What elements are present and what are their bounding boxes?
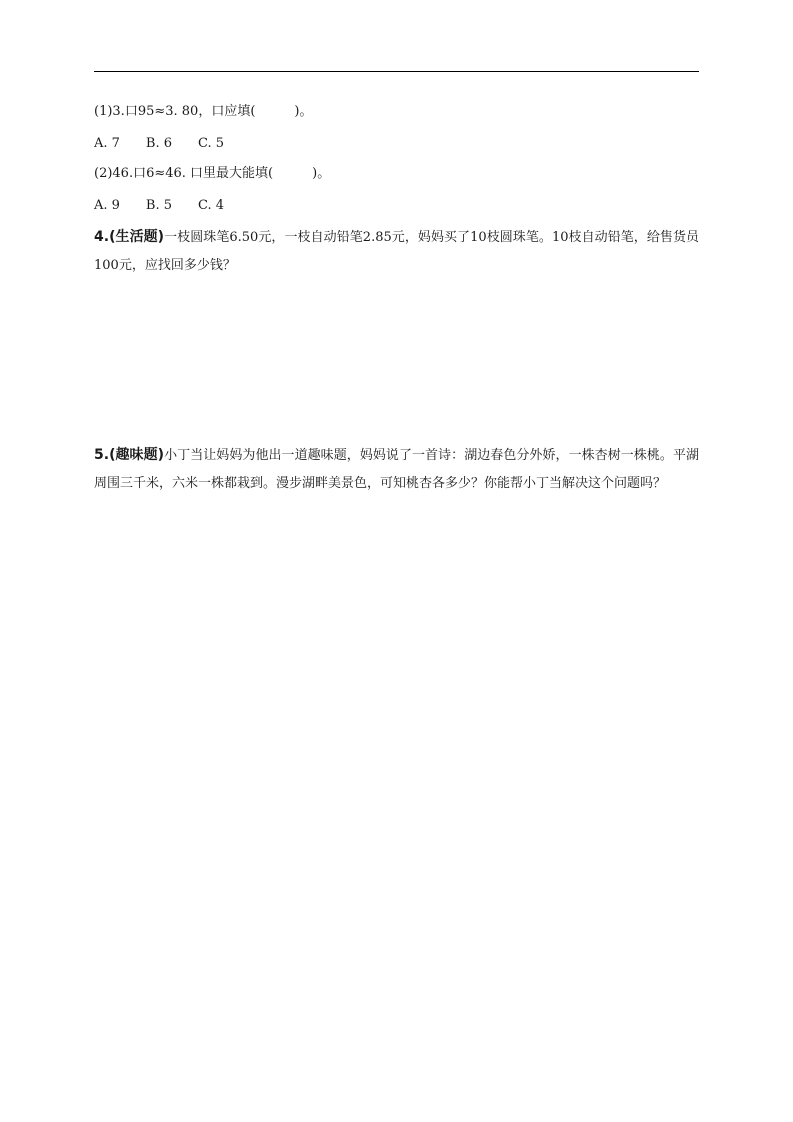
sub-question-1-stem: (1)3.口95≈3. 80，口应填( )。 — [94, 104, 313, 119]
question-4-number: 4. — [94, 229, 110, 245]
sub-question-2-stem: (2)46.口6≈46. 口里最大能填( )。 — [94, 166, 331, 181]
question-5-text: 小丁当让妈妈为他出一道趣味题，妈妈说了一首诗：湖边春色分外娇，一株杏树一株桃。平湖周围三千米，六米一株都栽到。漫步湖畔美景色，可知桃杏各多少？你能帮小丁当解决这个问题吗？ — [94, 448, 699, 491]
sub-question-2-options: A. 9 B. 5 C. 4 — [94, 198, 225, 213]
sub-question-1-options: A. 7 B. 6 C. 5 — [94, 136, 225, 151]
header-rule — [94, 71, 699, 72]
question-5-tag: (趣味题) — [109, 447, 165, 463]
question-5 — [94, 441, 699, 498]
question-4 — [94, 223, 699, 280]
question-4-text: 一枝圆珠笔6.50元，一枝自动铅笔2.85元，妈妈买了10枝圆珠笔。10枝自动铅笔，给售货员100元，应找回多少钱？ — [94, 230, 700, 273]
question-4-tag: (生活题) — [109, 229, 165, 245]
question-5-number: 5. — [94, 447, 110, 463]
